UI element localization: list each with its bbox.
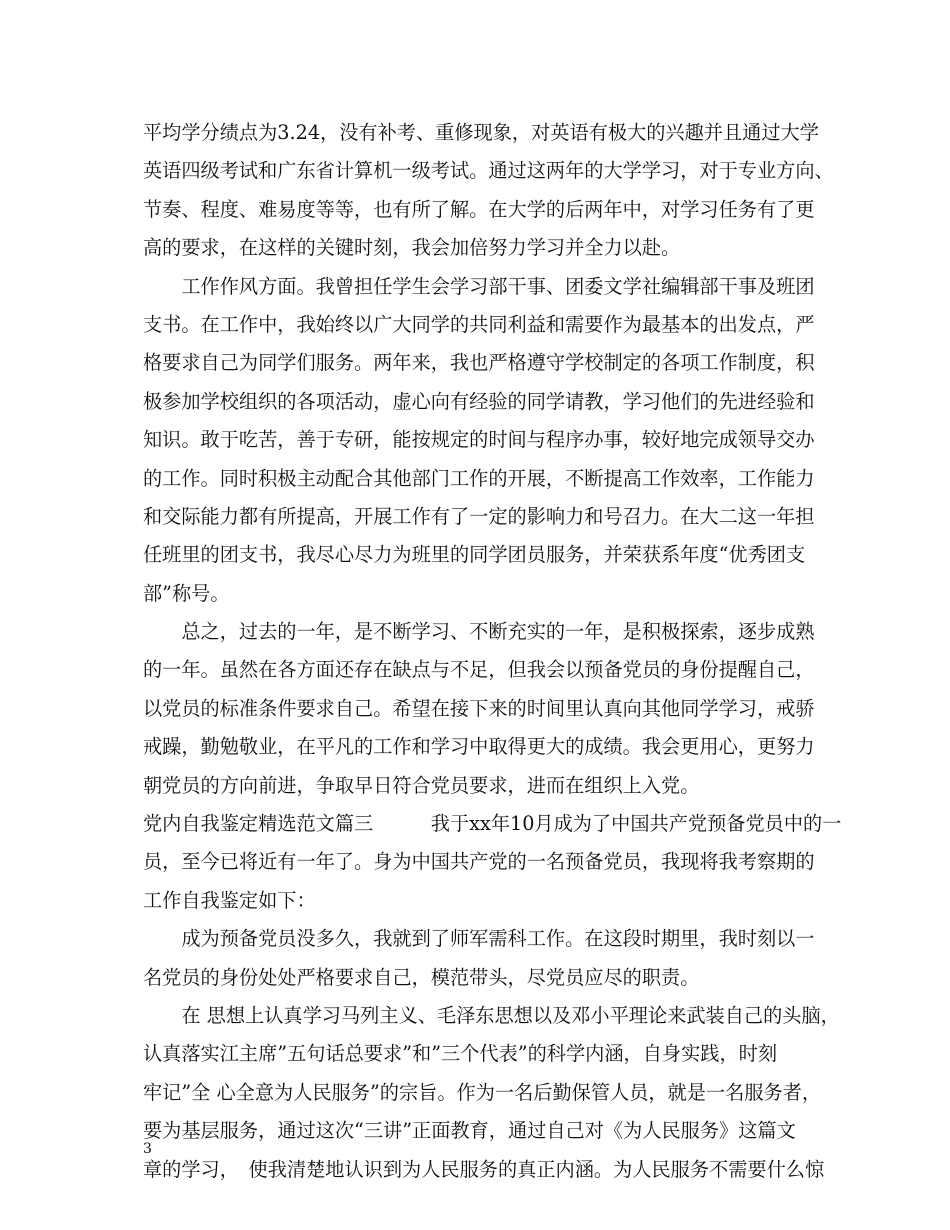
text-line: 工作作风方面。我曾担任学生会学习部干事、团委文学社编辑部干事及班团 xyxy=(143,274,815,298)
text-line: 以党员的标准条件要求自己。希望在接下来的时间里认真向其他同学学习，戒骄 xyxy=(143,696,815,720)
document-body xyxy=(143,114,842,1189)
text-line: 任班里的团支书，我尽心尽力为班里的同学团员服务，并荣获系年度“优秀团支 xyxy=(143,543,806,567)
text-line: 朝党员的方向前进，争取早日符合党员要求，进而在组织上入党。 xyxy=(143,773,700,797)
text-line: 支书。在工作中，我始终以广大同学的共同利益和需要作为最基本的出发点，严 xyxy=(143,312,815,336)
text-line: 章的学习， 使我清楚地认识到为人民服务的真正内涵。为人民服务不需要什么惊 xyxy=(143,1157,825,1181)
text-line: 的工作。同时积极主动配合其他部门工作的开展，不断提高工作效率，工作能力 xyxy=(143,466,815,490)
text-line: 节奏、程度、难易度等等，也有所了解。在大学的后两年中，对学习任务有了更 xyxy=(143,197,815,221)
text-line: 认真落实江主席”五句话总要求”和”三个代表”的科学内涵，自身实践，时刻 xyxy=(143,1042,778,1066)
text-line: 平均学分绩点为3.24，没有补考、重修现象，对英语有极大的兴趣并且通过大学 xyxy=(143,121,819,144)
text-line: 要为基层服务，通过这次“三讲”正面教育，通过自己对《为人民服务》这篇文 xyxy=(143,1119,796,1143)
text-line: 戒躁，勤勉敬业，在平凡的工作和学习中取得更大的成绩。我会更用心，更努力 xyxy=(143,735,815,759)
text-line: 的一年。虽然在各方面还存在缺点与不足，但我会以预备党员的身份提醒自己， xyxy=(143,658,815,682)
text-line: 极参加学校组织的各项活动，虚心向有经验的同学请教，学习他们的先进经验和 xyxy=(143,389,815,413)
text-line: 员，至今已将近有一年了。身为中国共产党的一名预备党员，我现将我考察期的 xyxy=(143,850,815,874)
text-line: 名党员的身份处处严格要求自己，模范带头，尽党员应尽的职责。 xyxy=(143,965,700,989)
text-line: 高的要求，在这样的关键时刻，我会加倍努力学习并全力以赴。 xyxy=(143,236,681,260)
text-line: 工作自我鉴定如下： xyxy=(143,888,316,912)
text-line: 成为预备党员没多久，我就到了师军需科工作。在这段时期里，我时刻以一 xyxy=(143,927,815,951)
text-line: 知识。敢于吃苦，善于专研，能按规定的时间与程序办事，较好地完成领导交办 xyxy=(143,428,815,452)
text-line: 格要求自己为同学们服务。两年来，我也严格遵守学校制定的各项工作制度，积 xyxy=(143,351,815,375)
page-number: 3 xyxy=(143,1141,152,1157)
text-line: 总之，过去的一年，是不断学习、不断充实的一年，是积极探索，逐步成熟 xyxy=(143,620,815,644)
section-heading-line: 党内自我鉴定精选范文篇三 我于xx年10月成为了中国共产党预备党员中的一 xyxy=(143,812,842,836)
text-line: 和交际能力都有所提高，开展工作有了一定的影响力和号召力。在大二这一年担 xyxy=(143,504,815,528)
text-line: 英语四级考试和广东省计算机一级考试。通过这两年的大学学习，对于专业方向、 xyxy=(143,159,834,183)
text-line: 在 思想上认真学习马列主义、毛泽东思想以及邓小平理论来武装自己的头脑， xyxy=(143,1003,840,1027)
text-line: 部”称号。 xyxy=(143,581,230,605)
text-line: 牢记”全 心全意为人民服务”的宗旨。作为一名后勤保管人员，就是一名服务者， xyxy=(143,1080,822,1104)
